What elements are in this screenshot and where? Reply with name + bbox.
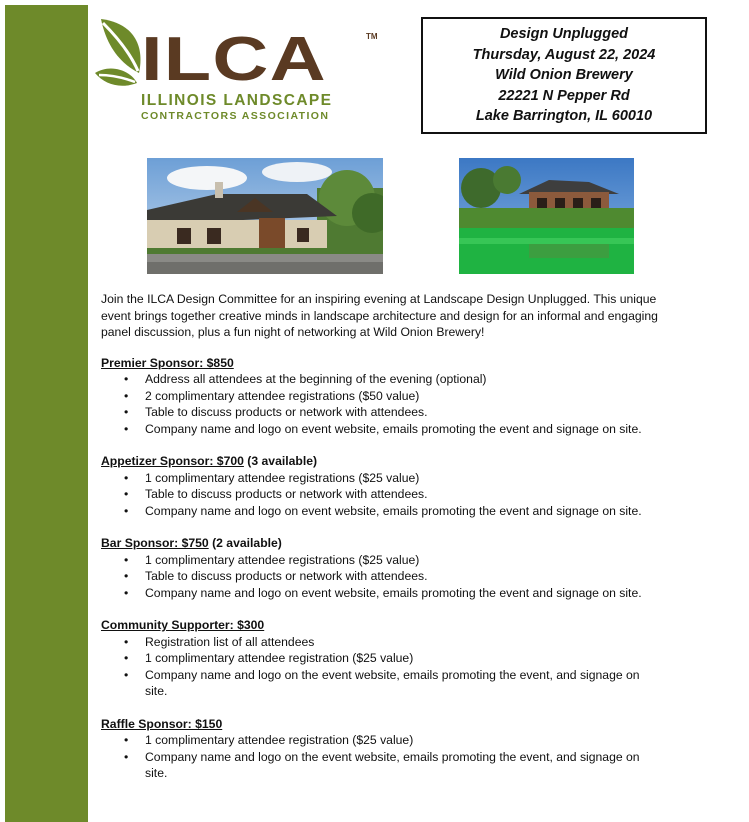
- event-city: Lake Barrington, IL 60010: [475, 108, 653, 125]
- list-item: • Company name and logo on the event website, emails promoting the event, and signage on site.: [145, 749, 661, 782]
- event-address: 22221 N Pepper Rd: [498, 87, 630, 104]
- sponsor-section-community: [101, 617, 661, 700]
- list-item: • Address all attendees at the beginning of the evening (optional): [145, 371, 661, 388]
- list-item: • Company name and logo on event website, emails promoting the event and signage on site.: [145, 585, 661, 602]
- benefit-list: [101, 634, 661, 700]
- list-item: • Company name and logo on event website, emails promoting the event and signage on site.: [145, 503, 661, 520]
- benefit-list: [101, 371, 661, 437]
- list-item: • 2 complimentary attendee registrations ($50 value): [145, 388, 661, 405]
- sponsor-section-raffle: [101, 716, 661, 782]
- sponsor-title: Community Supporter: $300: [101, 618, 265, 632]
- logo-abbr: ILCA: [141, 25, 327, 94]
- list-item: • 1 complimentary attendee registration ($25 value): [145, 732, 661, 749]
- brewery-pond-photo: [459, 158, 634, 274]
- sponsor-title: Bar Sponsor: $750 (2 available): [101, 536, 282, 550]
- sponsor-title: Premier Sponsor: $850: [101, 355, 234, 370]
- list-item: • Table to discuss products or network with attendees.: [145, 568, 661, 585]
- sponsor-section-appetizer: [101, 453, 661, 519]
- logo-line-1: ILLINOIS LANDSCAPE: [141, 92, 333, 109]
- list-item: • Registration list of all attendees: [145, 634, 661, 651]
- event-venue: Wild Onion Brewery: [495, 67, 633, 84]
- list-item: • 1 complimentary attendee registrations ($25 value): [145, 552, 661, 569]
- logo-trademark: TM: [366, 32, 378, 41]
- list-item: • 1 complimentary attendee registration ($25 value): [145, 650, 661, 667]
- logo-line-2: CONTRACTORS ASSOCIATION: [141, 110, 330, 122]
- list-item: • 1 complimentary attendee registrations ($25 value): [145, 470, 661, 487]
- sponsor-section-premier: [101, 355, 661, 438]
- list-item: • Table to discuss products or network with attendees.: [145, 404, 661, 421]
- intro-paragraph: Join the ILCA Design Committee for an inspiring evening at Landscape Design Unplugged. This unique event brings together creative minds in landscape architecture and design for an informal and engaging panel discussion, plus a fun night of networking at Wild Onion Brewery!: [101, 292, 658, 339]
- list-item: • Company name and logo on the event website, emails promoting the event, and signage on site.: [145, 667, 661, 700]
- main-content: [101, 291, 661, 798]
- event-date: Thursday, August 22, 2024: [472, 46, 656, 63]
- left-accent-bar: [5, 5, 88, 822]
- benefit-list: [101, 552, 661, 602]
- ilca-logo: [93, 15, 393, 125]
- list-item: • Company name and logo on event website, emails promoting the event and signage on site.: [145, 421, 661, 438]
- event-info-box: [421, 17, 707, 134]
- benefit-list: [101, 470, 661, 520]
- sponsor-title: Appetizer Sponsor: $700 (3 available): [101, 454, 318, 468]
- list-item: • Table to discuss products or network with attendees.: [145, 486, 661, 503]
- benefit-list: [101, 732, 661, 782]
- brewery-house-photo: [147, 158, 383, 274]
- sponsor-section-bar: [101, 535, 661, 601]
- event-title: Design Unplugged: [499, 26, 629, 43]
- sponsor-title: Raffle Sponsor: $150: [101, 716, 223, 731]
